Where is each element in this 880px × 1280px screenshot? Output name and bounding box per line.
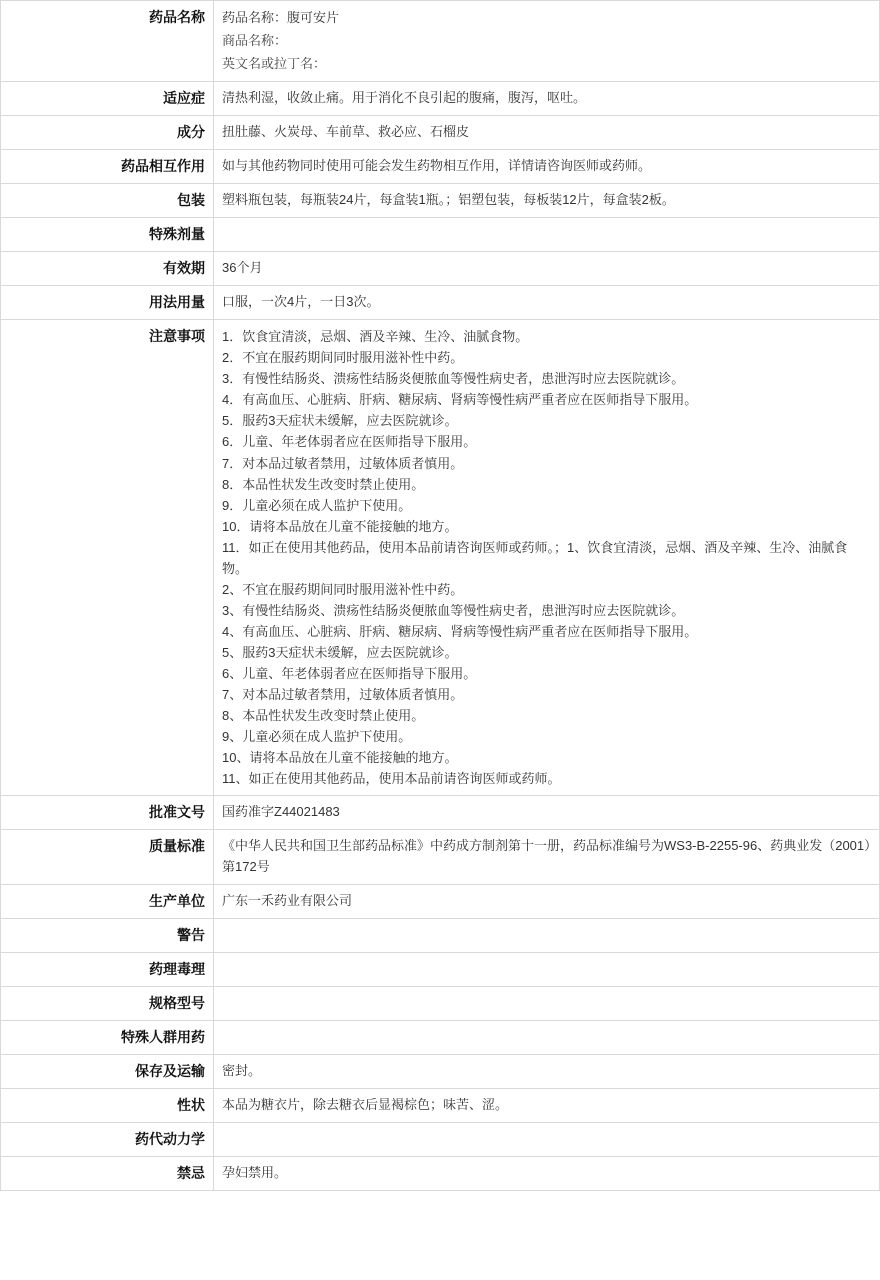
row-value-indications: 清热利湿，收敛止痛。用于消化不良引起的腹痛，腹泻，呕吐。 <box>214 82 880 116</box>
list-item: 4．有高血压、心脏病、肝病、糖尿病、肾病等慢性病严重者应在医师指导下服用。 <box>222 392 698 408</box>
table-row <box>1 1156 880 1190</box>
row-label-shelf-life: 有效期 <box>1 252 214 286</box>
english-name-line: 英文名或拉丁名： <box>222 55 327 71</box>
row-label-dosage-administration: 用法用量 <box>1 286 214 320</box>
list-item: 3．有慢性结肠炎、溃疡性结肠炎便脓血等慢性病史者，患泄泻时应去医院就诊。 <box>222 371 685 387</box>
list-item: 1．饮食宜清淡，忌烟、酒及辛辣、生冷、油腻食物。 <box>222 329 529 345</box>
row-label-ingredients: 成分 <box>1 116 214 150</box>
list-item: 6、儿童、年老体弱者应在医师指导下服用。 <box>222 666 477 681</box>
row-value-special-dosage <box>214 218 880 252</box>
row-value-approval-number: 国药准字Z44021483 <box>214 796 880 830</box>
list-item: 9、儿童必须在成人监护下使用。 <box>222 729 412 745</box>
table-row <box>1 286 880 320</box>
table-row <box>1 252 880 286</box>
row-label-pharmacology-toxicology: 药理毒理 <box>1 952 214 986</box>
table-row <box>1 796 880 830</box>
list-item: 9．儿童必须在成人监护下使用。 <box>222 497 412 513</box>
row-label-drug-interactions: 药品相互作用 <box>1 150 214 184</box>
row-label-warning: 警告 <box>1 918 214 952</box>
row-label-drug-name: 药品名称 <box>1 1 214 82</box>
list-item: 7、对本品过敏者禁用，过敏体质者慎用。 <box>222 687 464 703</box>
list-item: 8、本品性状发生改变时禁止使用。 <box>222 708 425 724</box>
row-value-shelf-life: 36个月 <box>214 252 880 286</box>
list-item: 6．儿童、年老体弱者应在医师指导下服用。 <box>222 434 477 450</box>
row-label-storage-transport: 保存及运输 <box>1 1054 214 1088</box>
drug-name-line: 药品名称：腹可安片 <box>222 10 340 25</box>
table-row <box>1 150 880 184</box>
row-label-indications: 适应症 <box>1 82 214 116</box>
list-item: 3、有慢性结肠炎、溃疡性结肠炎便脓血等慢性病史者，患泄泻时应去医院就诊。 <box>222 602 685 618</box>
table-row <box>1 218 880 252</box>
list-item: 10．请将本品放在儿童不能接触的地方。 <box>222 518 458 534</box>
row-label-specification-model: 规格型号 <box>1 986 214 1020</box>
row-value-appearance: 本品为糖衣片，除去糖衣后显褐棕色；味苦、涩。 <box>214 1088 880 1122</box>
row-value-storage-transport: 密封。 <box>214 1054 880 1088</box>
list-item: 11．如正在使用其他药品，使用本品前请咨询医师或药师。；1、饮食宜清淡，忌烟、酒及辛辣、生冷、油腻食物。 <box>222 539 848 576</box>
table-row <box>1 1122 880 1156</box>
row-value-special-population <box>214 1020 880 1054</box>
row-value-specification-model <box>214 986 880 1020</box>
table-row <box>1 320 880 796</box>
row-label-approval-number: 批准文号 <box>1 796 214 830</box>
row-value-manufacturer: 广东一禾药业有限公司 <box>214 884 880 918</box>
page-footer-space <box>0 1191 880 1231</box>
list-item: 5、服药3天症状未缓解，应去医院就诊。 <box>222 644 458 660</box>
table-row <box>1 1020 880 1054</box>
table-row <box>1 884 880 918</box>
row-value-drug-interactions: 如与其他药物同时使用可能会发生药物相互作用，详情请咨询医师或药师。 <box>214 150 880 184</box>
table-row <box>1 1 880 82</box>
list-item: 2．不宜在服药期间同时服用滋补性中药。 <box>222 350 464 366</box>
drug-name-lines <box>222 7 871 75</box>
row-label-special-dosage: 特殊剂量 <box>1 218 214 252</box>
row-value-warning <box>214 918 880 952</box>
list-item: 4、有高血压、心脏病、肝病、糖尿病、肾病等慢性病严重者应在医师指导下服用。 <box>222 623 698 639</box>
row-label-contraindications: 禁忌 <box>1 1156 214 1190</box>
row-value-drug-name <box>214 1 880 82</box>
list-item: 11、如正在使用其他药品，使用本品前请咨询医师或药师。 <box>222 771 561 787</box>
row-label-special-population: 特殊人群用药 <box>1 1020 214 1054</box>
list-item: 5．服药3天症状未缓解，应去医院就诊。 <box>222 413 458 429</box>
table-row <box>1 184 880 218</box>
table-row <box>1 918 880 952</box>
row-value-pharmacology-toxicology <box>214 952 880 986</box>
row-value-pharmacokinetics <box>214 1122 880 1156</box>
row-label-quality-standard: 质量标准 <box>1 830 214 885</box>
row-label-appearance: 性状 <box>1 1088 214 1122</box>
table-row <box>1 1088 880 1122</box>
row-label-packaging: 包装 <box>1 184 214 218</box>
row-label-pharmacokinetics: 药代动力学 <box>1 1122 214 1156</box>
row-value-quality-standard: 《中华人民共和国卫生部药品标准》中药成方制剂第十一册，药品标准编号为WS3-B-2255-96、药典业发（2001）第172号 <box>214 830 880 885</box>
precautions-list <box>222 326 871 789</box>
row-value-ingredients: 扭肚藤、火炭母、车前草、救必应、石榴皮 <box>214 116 880 150</box>
list-item: 8．本品性状发生改变时禁止使用。 <box>222 476 425 492</box>
trade-name-line: 商品名称： <box>222 32 288 48</box>
table-row <box>1 986 880 1020</box>
list-item: 2、不宜在服药期间同时服用滋补性中药。 <box>222 581 464 597</box>
list-item: 10、请将本品放在儿童不能接触的地方。 <box>222 750 458 766</box>
row-value-precautions <box>214 320 880 796</box>
row-value-contraindications: 孕妇禁用。 <box>214 1156 880 1190</box>
table-body <box>1 1 880 1191</box>
table-row <box>1 1054 880 1088</box>
row-value-packaging: 塑料瓶包装，每瓶装24片，每盒装1瓶。；铝塑包装，每板装12片，每盒装2板。 <box>214 184 880 218</box>
row-label-precautions: 注意事项 <box>1 320 214 796</box>
row-label-manufacturer: 生产单位 <box>1 884 214 918</box>
table-row <box>1 952 880 986</box>
table-row <box>1 116 880 150</box>
table-row <box>1 82 880 116</box>
table-row <box>1 830 880 885</box>
list-item: 7．对本品过敏者禁用，过敏体质者慎用。 <box>222 455 464 471</box>
row-value-dosage-administration: 口服，一次4片，一日3次。 <box>214 286 880 320</box>
